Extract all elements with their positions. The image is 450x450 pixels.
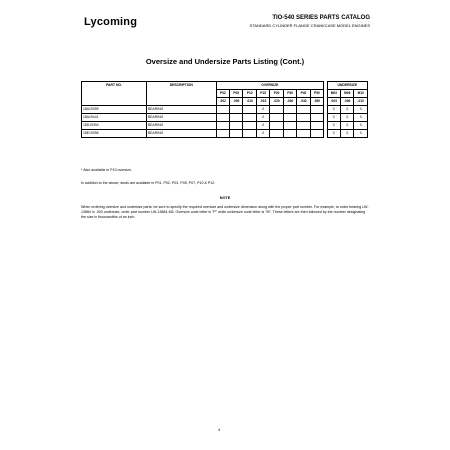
oversize-code-header: P50 (310, 90, 323, 98)
undersize-code-header: M03 (327, 90, 340, 98)
oversize-mark-cell (310, 130, 323, 138)
part-number-cell: 18A19399 (82, 106, 147, 114)
oversize-mark-cell (230, 130, 243, 138)
oversize-mark-cell (270, 130, 283, 138)
part-number-cell: 18A19441 (82, 114, 147, 122)
undersize-size-header: .003 (327, 98, 340, 106)
undersize-mark-cell: X (354, 130, 368, 138)
oversize-mark-cell (216, 122, 229, 130)
oversize-size-header: .040 (297, 98, 310, 106)
column-group-oversize: OVERSIZE (216, 82, 324, 90)
oversize-mark-cell: X (256, 114, 269, 122)
column-header-part-no: PART NO. (82, 82, 147, 106)
oversize-code-header: P20 (270, 90, 283, 98)
description-cell: BEARING (147, 130, 217, 138)
oversize-mark-cell (230, 106, 243, 114)
oversize-mark-cell (283, 114, 296, 122)
column-group-undersize: UNDERSIZE (327, 82, 367, 90)
oversize-mark-cell (283, 130, 296, 138)
oversize-size-header: .050 (310, 98, 323, 106)
oversize-mark-cell (270, 114, 283, 122)
undersize-mark-cell: X (327, 130, 340, 138)
oversize-mark-cell (297, 106, 310, 114)
undersize-mark-cell: X (341, 130, 354, 138)
oversize-code-header: P02 (216, 90, 229, 98)
oversize-mark-cell (310, 106, 323, 114)
description-cell: BEARING (147, 114, 217, 122)
oversize-mark-cell (310, 114, 323, 122)
oversize-code-header: P10 (243, 90, 256, 98)
oversize-mark-cell (243, 122, 256, 130)
catalog-subtitle: STANDARD CYLINDER FLANGE CRANKCASE MODEL ENGINES (249, 23, 370, 28)
oversize-mark-cell (216, 106, 229, 114)
description-cell: BEARING (147, 106, 217, 114)
undersize-mark-cell: X (327, 106, 340, 114)
undersize-size-header: .006 (341, 98, 354, 106)
oversize-code-header: P30 (283, 90, 296, 98)
oversize-mark-cell (297, 130, 310, 138)
table-row (82, 106, 368, 114)
parts-table (81, 81, 368, 138)
oversize-mark-cell (216, 114, 229, 122)
table-row (82, 122, 368, 130)
oversize-size-header: .005 (230, 98, 243, 106)
footnote: * Also available in P10 oversize. (81, 168, 132, 172)
undersize-mark-cell: X (354, 106, 368, 114)
undersize-mark-cell: X (354, 114, 368, 122)
oversize-mark-cell (310, 122, 323, 130)
oversize-mark-cell (243, 106, 256, 114)
table-row (82, 130, 368, 138)
catalog-title: TIO-540 SERIES PARTS CATALOG (272, 15, 370, 21)
oversize-code-header: P05 (230, 90, 243, 98)
oversize-size-header: .015 (256, 98, 269, 106)
oversize-size-header: .010 (243, 98, 256, 106)
oversize-size-header: .020 (270, 98, 283, 106)
undersize-code-header: M10 (354, 90, 368, 98)
oversize-code-header: P40 (297, 90, 310, 98)
undersize-size-header: .010 (354, 98, 368, 106)
oversize-mark-cell (216, 130, 229, 138)
part-number-cell: 18E19396 (82, 130, 147, 138)
undersize-mark-cell: X (341, 106, 354, 114)
section-title: Oversize and Undersize Parts Listing (Cont.) (145, 57, 305, 66)
column-header-description: DESCRIPTION (147, 82, 217, 106)
undersize-mark-cell: X (341, 114, 354, 122)
oversize-mark-cell: X (256, 130, 269, 138)
oversize-size-header: .002 (216, 98, 229, 106)
undersize-mark-cell: X (354, 122, 368, 130)
oversize-mark-cell (283, 106, 296, 114)
oversize-mark-cell (270, 106, 283, 114)
oversize-mark-cell (243, 130, 256, 138)
undersize-code-header: M06 (341, 90, 354, 98)
oversize-mark-cell (243, 114, 256, 122)
note-text: When ordering oversize and undersize parts, be sure to specify the required oversize and undersize dimension along with the proper part number. For example, to order bearing LW-13884 in .003 undersize, order part number LW-13884-M3. Oversize code letter is "P" while undersize code letter is "M". These letters are then followed by the number designating the size in thousandths of an inch. (81, 205, 369, 219)
oversize-mark-cell (230, 114, 243, 122)
page-mark: 4 (218, 427, 221, 432)
table-row (82, 114, 368, 122)
oversize-code-header: P15 (256, 90, 269, 98)
undersize-mark-cell: X (341, 122, 354, 130)
note-title: NOTE (219, 196, 231, 200)
oversize-mark-cell: X (256, 122, 269, 130)
oversize-mark-cell (283, 122, 296, 130)
studs-availability-text: In addition to the above, studs are available in P01, P02, P03, P05, P07, P10 & P12. (81, 181, 216, 185)
undersize-mark-cell: X (327, 122, 340, 130)
oversize-mark-cell (297, 114, 310, 122)
oversize-mark-cell (270, 122, 283, 130)
oversize-mark-cell: X (256, 106, 269, 114)
undersize-mark-cell: X (327, 114, 340, 122)
oversize-mark-cell (230, 122, 243, 130)
oversize-mark-cell (297, 122, 310, 130)
part-number-cell: 18D19394 (82, 122, 147, 130)
brand-logo-text: Lycoming (84, 16, 138, 28)
description-cell: BEARING (147, 122, 217, 130)
oversize-size-header: .030 (283, 98, 296, 106)
